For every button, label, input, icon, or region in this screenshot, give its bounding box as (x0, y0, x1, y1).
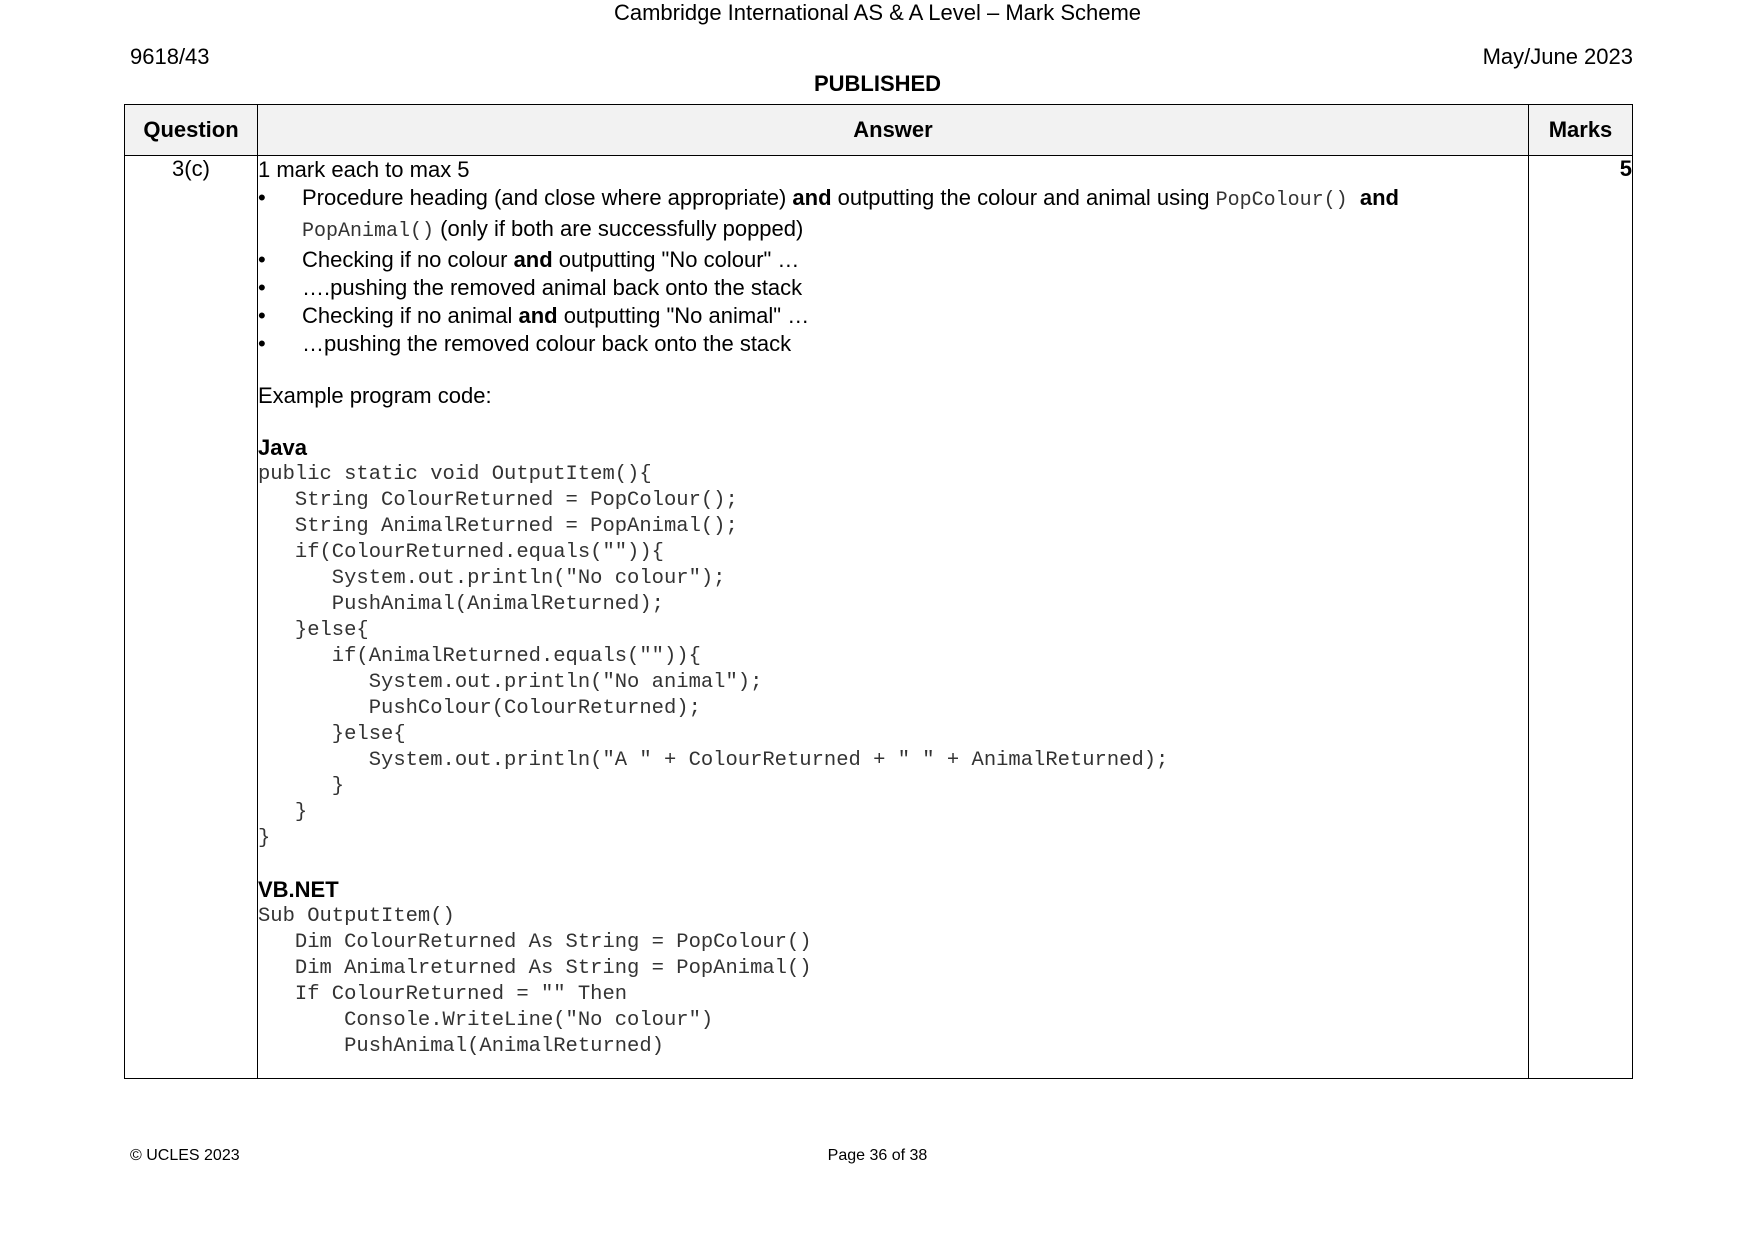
marks-value: 5 (1529, 156, 1633, 1079)
answer-cell (258, 156, 1529, 1079)
marking-criteria-list (258, 184, 1528, 358)
copyright: © UCLES 2023 (130, 1147, 240, 1164)
criterion-text: …pushing the removed colour back onto the stack (302, 331, 792, 356)
criterion-item (258, 184, 1528, 246)
vbnet-code-block: Sub OutputItem() Dim ColourReturned As String = PopColour() Dim Animalreturned As String = PopAnimal() If ColourReturned = "" Then Console.WriteLine("No colour") PushAnimal(AnimalReturned) (258, 905, 812, 1058)
criterion-keyword: and (792, 185, 832, 210)
criterion-code: PopColour() (1215, 189, 1348, 212)
vbnet-heading: VB.NET (258, 877, 339, 902)
criterion-text: Procedure heading (and close where appropriate) (302, 185, 793, 210)
criterion-text: ….pushing the removed animal back onto the stack (302, 275, 803, 300)
paper-code: 9618/43 (130, 44, 210, 69)
question-number: 3(c) (125, 156, 258, 1079)
bullet-icon: • (258, 247, 266, 272)
table-row (125, 156, 1633, 1079)
criterion-keyword: and (1359, 185, 1399, 210)
criterion-text: outputting the colour and animal using (831, 185, 1216, 210)
exam-session: May/June 2023 (1482, 44, 1633, 69)
table-header-row (125, 105, 1633, 156)
bullet-icon: • (258, 331, 266, 356)
criterion-text: (only if both are successfully popped) (434, 216, 804, 241)
java-code-block: public static void OutputItem(){ String ColourReturned = PopColour(); String AnimalReturned = PopAnimal(); if(ColourReturned.equals("")){ System.out.println("No colour"); PushAnimal(AnimalReturned); }else{ if(AnimalReturned.equals("")){ System.out.println("No animal"); PushColour(ColourReturned); }else{ System.out.println("A " + ColourReturned + " " + AnimalReturned); } } } (258, 463, 1169, 850)
published-label: PUBLISHED (813, 71, 942, 96)
mark-scheme-table (124, 104, 1633, 1079)
criterion-text: outputting "No animal" … (557, 303, 810, 328)
criterion-keyword: and (513, 247, 553, 272)
answer-column-header: Answer (258, 105, 1529, 156)
criterion-item (258, 246, 1528, 274)
criterion-item (258, 274, 1528, 302)
criterion-text: Checking if no animal (302, 303, 519, 328)
criterion-keyword: and (518, 303, 558, 328)
java-heading: Java (258, 435, 307, 460)
bullet-icon: • (258, 275, 266, 300)
criterion-text: outputting "No colour" … (552, 247, 800, 272)
bullet-icon: • (258, 185, 266, 210)
question-column-header: Question (125, 105, 258, 156)
criterion-item (258, 330, 1528, 358)
criterion-code: PopAnimal() (302, 220, 435, 243)
page-number: Page 36 of 38 (827, 1147, 928, 1164)
example-label: Example program code: (258, 383, 492, 408)
marks-column-header: Marks (1529, 105, 1633, 156)
bullet-icon: • (258, 303, 266, 328)
document-title: Cambridge International AS & A Level – Mark Scheme (613, 0, 1142, 25)
criterion-item (258, 302, 1528, 330)
criterion-text: Checking if no colour (302, 247, 514, 272)
marking-intro: 1 mark each to max 5 (258, 157, 470, 182)
